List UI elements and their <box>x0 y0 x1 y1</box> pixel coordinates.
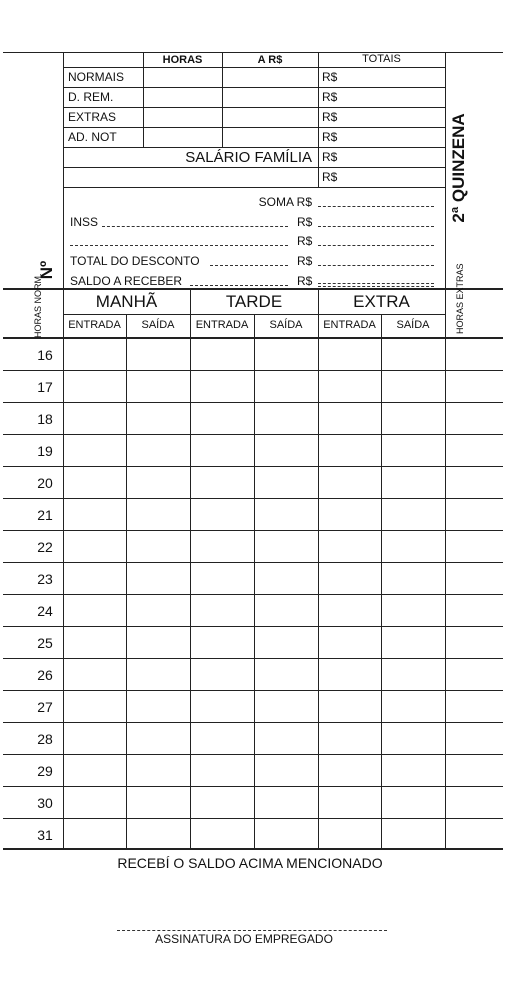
row-label-extras: EXTRAS <box>68 110 117 124</box>
day-number: 24 <box>37 603 53 619</box>
salario-familia-label: SALÁRIO FAMÍLIA <box>185 149 312 166</box>
row-divider <box>3 754 503 755</box>
row-divider <box>3 626 503 627</box>
day-number: 19 <box>37 443 53 459</box>
period-tarde: TARDE <box>225 292 283 311</box>
manha-saida: SAÍDA <box>141 319 175 331</box>
header-valor: A R$ <box>257 54 283 66</box>
row-divider <box>3 562 503 563</box>
inss-label: INSS <box>70 215 99 229</box>
row-divider <box>3 818 503 819</box>
other-deduction-currency: R$ <box>297 234 313 248</box>
day-number: 16 <box>37 347 53 363</box>
received-statement: RECEBÍ O SALDO ACIMA MENCIONADO <box>117 855 383 871</box>
day-number: 31 <box>37 827 53 843</box>
day-number: 18 <box>37 411 53 427</box>
horas-extras-label <box>455 263 478 334</box>
row-currency-adnot: R$ <box>322 130 338 144</box>
horas-normais-text: HORAS NORM. <box>33 273 43 338</box>
header-totais: TOTAIS <box>362 53 401 65</box>
day-number: 21 <box>37 507 53 523</box>
row-divider <box>3 722 503 723</box>
header-horas: HORAS <box>162 54 203 66</box>
quinzena-label: 2ª QUINZENA <box>449 113 468 223</box>
day-number: 27 <box>37 699 53 715</box>
salario-familia-currency: R$ <box>322 150 338 164</box>
day-number: 23 <box>37 571 53 587</box>
day-number: 22 <box>37 539 53 555</box>
row-divider <box>3 498 503 499</box>
row-divider <box>3 434 503 435</box>
day-number: 29 <box>37 763 53 779</box>
row-label-drem: D. REM. <box>68 90 114 104</box>
inss-currency: R$ <box>297 215 313 229</box>
numero-label: Nº <box>37 260 56 280</box>
day-number: 28 <box>37 731 53 747</box>
tarde-saida: SAÍDA <box>269 319 303 331</box>
saldo-receber-label: SALDO A RECEBER <box>70 274 183 288</box>
row-currency-drem: R$ <box>322 90 338 104</box>
row-divider <box>3 690 503 691</box>
row-divider <box>3 594 503 595</box>
horas-extras-text: HORAS EXTRAS <box>455 263 465 334</box>
day-number: 26 <box>37 667 53 683</box>
day-number: 30 <box>37 795 53 811</box>
row-divider <box>3 370 503 371</box>
total-desconto-label: TOTAL DO DESCONTO <box>70 254 200 268</box>
horas-normais-label <box>33 273 56 338</box>
row-currency-normais: R$ <box>322 70 338 84</box>
manha-entrada: ENTRADA <box>68 319 121 331</box>
day-number: 25 <box>37 635 53 651</box>
soma-label: SOMA R$ <box>258 195 312 209</box>
row-label-normais: NORMAIS <box>68 70 125 84</box>
tarde-entrada: ENTRADA <box>195 319 249 331</box>
extra-entrada: ENTRADA <box>323 319 376 331</box>
row-divider <box>3 530 503 531</box>
row-divider <box>3 466 503 467</box>
saldo-receber-currency: R$ <box>297 274 313 288</box>
row-divider <box>3 402 503 403</box>
signature-label: ASSINATURA DO EMPREGADO <box>155 932 333 946</box>
day-number: 20 <box>37 475 53 491</box>
row-divider <box>3 658 503 659</box>
row-currency-extras: R$ <box>322 110 338 124</box>
extra-saida: SAÍDA <box>396 319 430 331</box>
period-extra: EXTRA <box>353 292 410 311</box>
day-number: 17 <box>37 379 53 395</box>
period-manha: MANHÃ <box>95 292 158 311</box>
total-desconto-currency: R$ <box>297 254 313 268</box>
row-divider <box>3 786 503 787</box>
row-label-adnot: AD. NOT <box>68 130 117 144</box>
extra-row-currency: R$ <box>322 170 338 184</box>
